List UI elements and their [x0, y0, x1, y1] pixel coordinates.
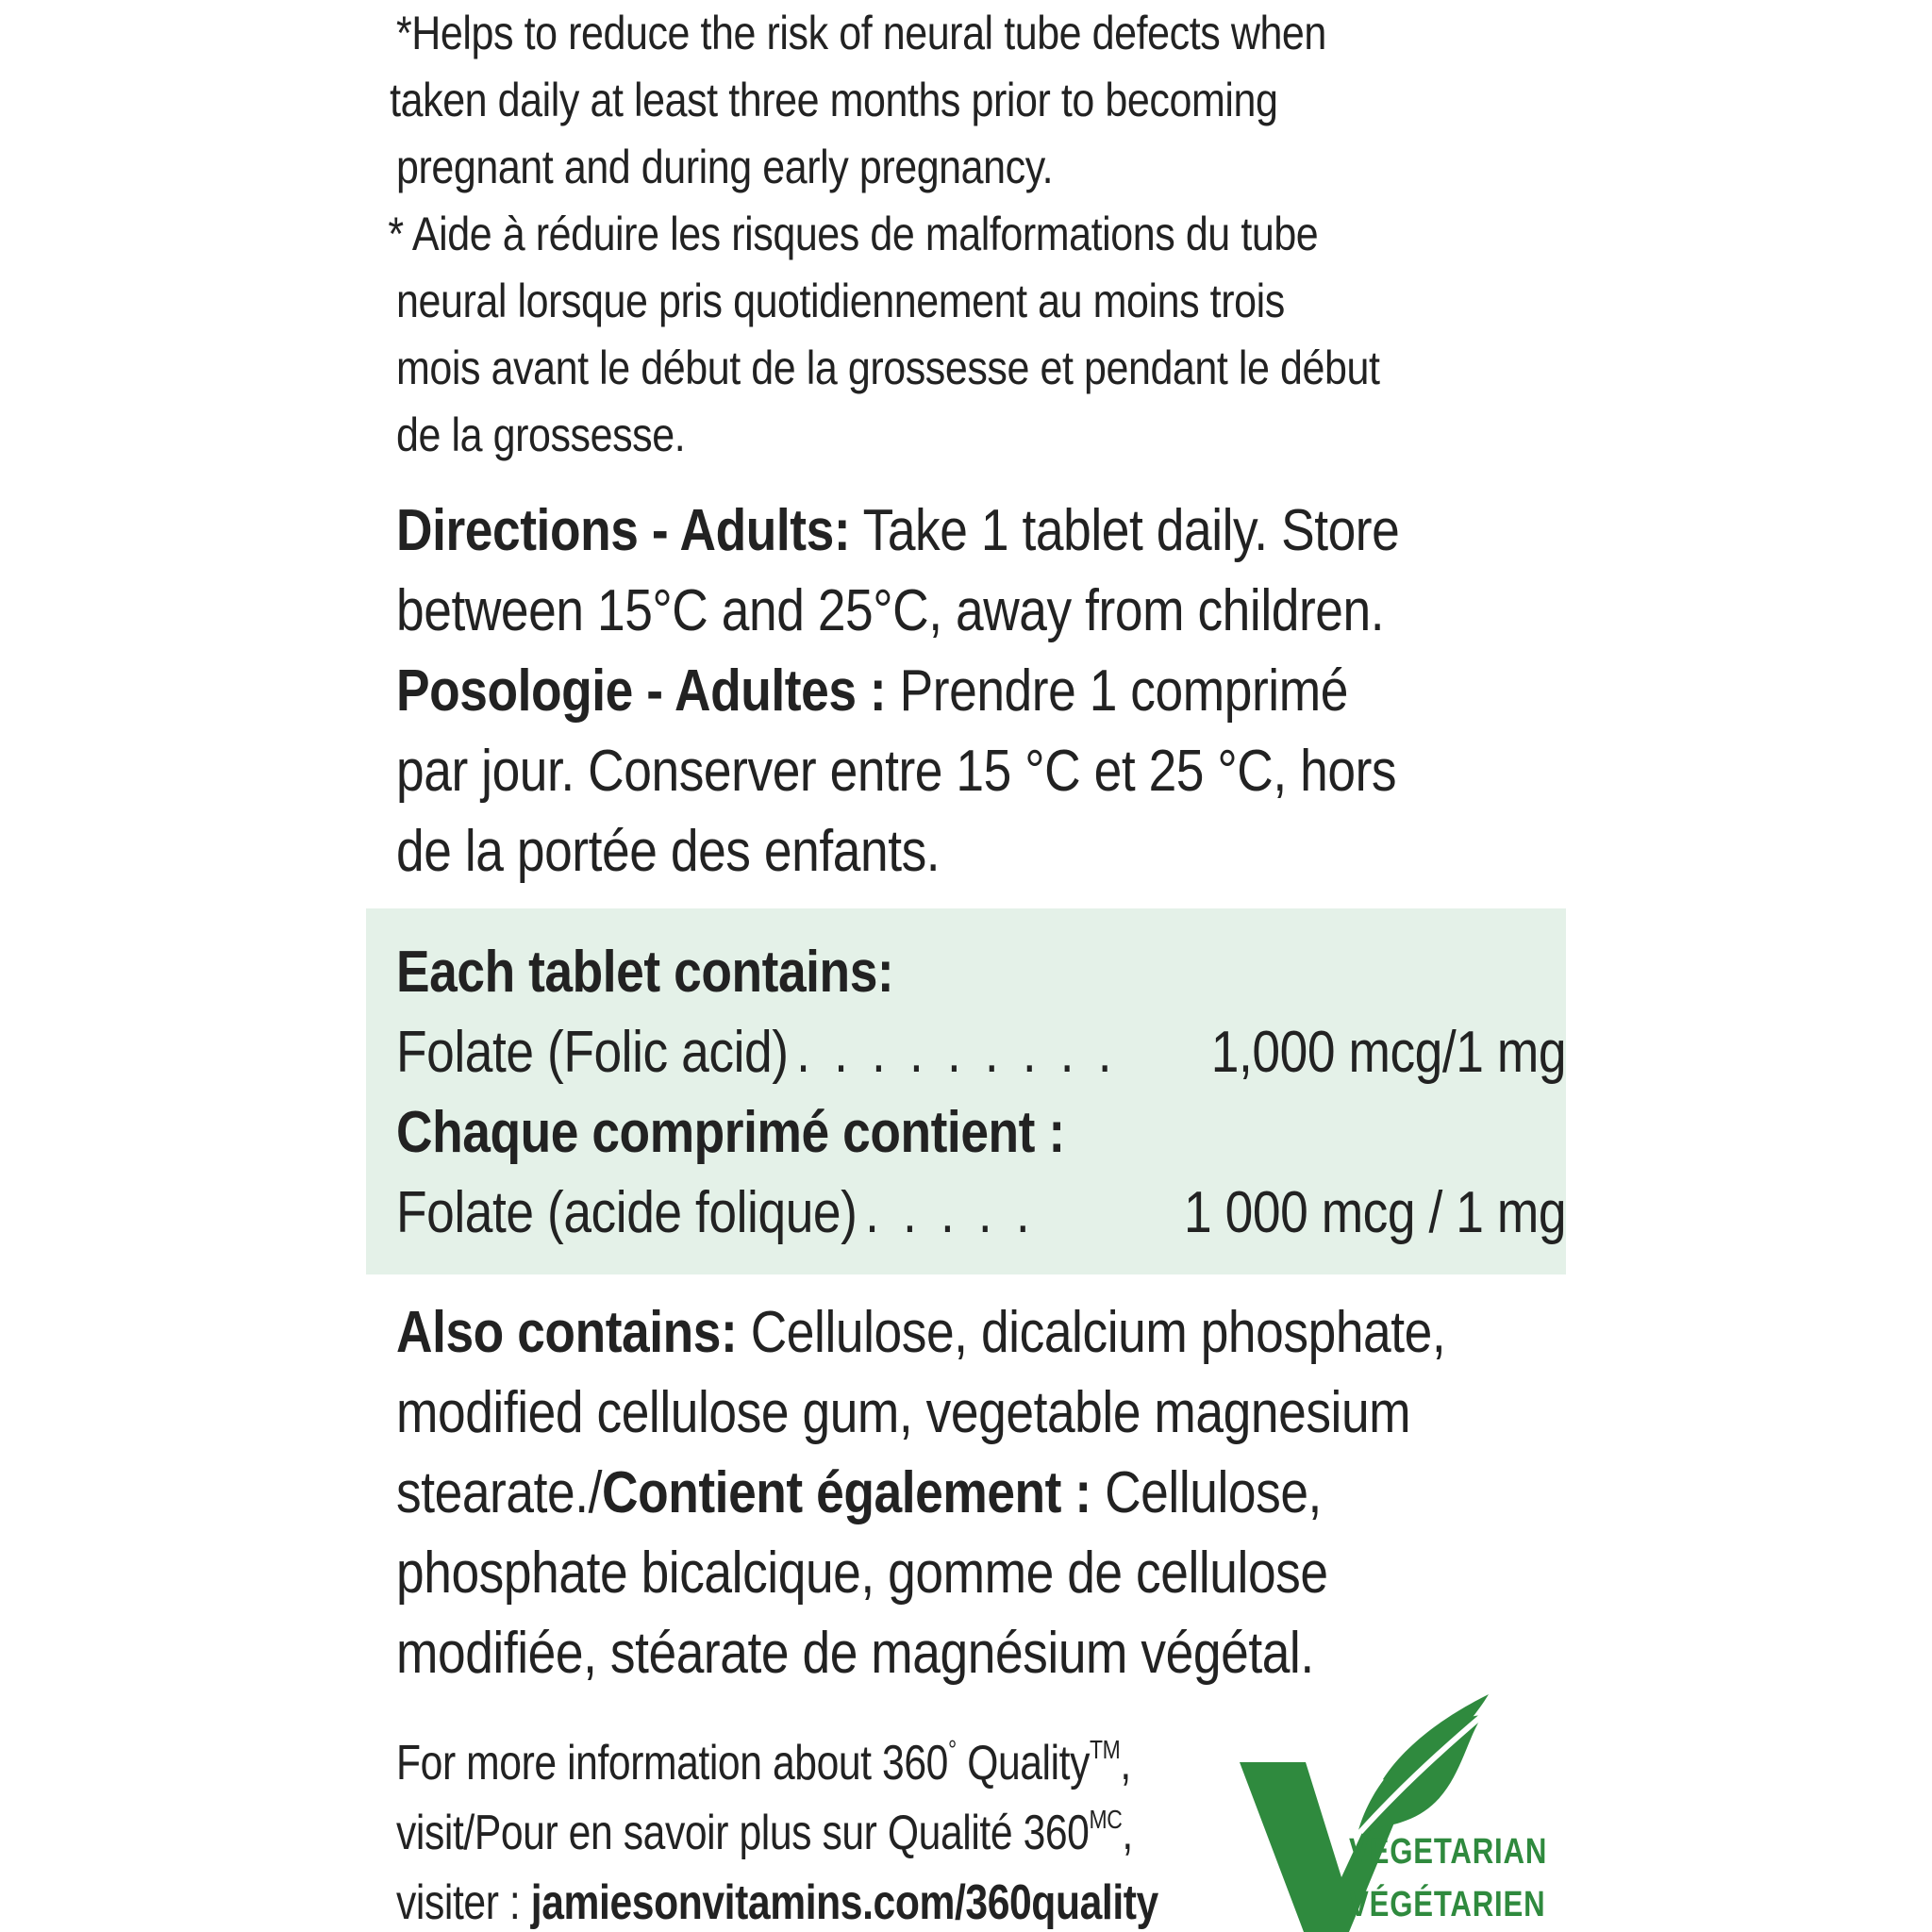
claim-fr-line-1: * Aide à réduire les risques de malformations du tube [388, 208, 1319, 260]
also-en-line-1 [396, 1292, 1589, 1373]
degree-mark: ° [947, 1735, 957, 1764]
trademark-mark: TM [1090, 1735, 1121, 1764]
contains-en-heading: Each tablet contains: [396, 940, 894, 1005]
directions-fr-line-3: de la portée des enfants. [396, 819, 941, 884]
also-fr-text-1: Cellulose, [1091, 1460, 1322, 1525]
also-en-text-1: Cellulose, dicalcium phosphate, [737, 1300, 1446, 1365]
medicinal-ingredients [396, 932, 1573, 1253]
directions-en-heading: Directions - Adults: [396, 498, 851, 563]
also-en-line-2: modified cellulose gum, vegetable magnesium [396, 1380, 1411, 1445]
claim-en-line-1: *Helps to reduce the risk of neural tube defects when [396, 7, 1326, 59]
directions-en-text-1: Take 1 tablet daily. Store [850, 498, 1400, 563]
directions-fr-line-1 [396, 651, 1573, 731]
health-claims [388, 0, 1573, 469]
footer-line-3 [396, 1868, 1170, 1932]
footer-line-1-comma: , [1120, 1736, 1131, 1790]
ingredient-name-en: Folate (Folic acid) [396, 1020, 789, 1085]
footer-quality-text: Quality [956, 1736, 1091, 1790]
ingredient-amount-en: 1,000 mcg/1 mg [1210, 1020, 1567, 1085]
footer-line-2 [396, 1798, 1170, 1868]
vegetarian-label-fr: VÉGÉTARIEN [1349, 1885, 1546, 1924]
claim-en-line-2: taken daily at least three months prior to becoming [390, 74, 1278, 126]
also-line-3 [396, 1453, 1589, 1533]
directions-fr-heading: Posologie - Adultes : [396, 658, 887, 724]
directions [396, 491, 1573, 891]
also-fr-line-3: modifiée, stéarate de magnésium végétal. [396, 1621, 1314, 1686]
directions-en-line-2: between 15°C and 25°C, away from children. [396, 578, 1385, 643]
ingredient-name-fr: Folate (acide folique) [396, 1180, 858, 1245]
marque-mark: MC [1089, 1805, 1123, 1834]
contains-fr-heading: Chaque comprimé contient : [396, 1100, 1065, 1165]
footer-line-3-text: visiter : [396, 1875, 531, 1930]
claim-fr-line-2: neural lorsque pris quotidiennement au moins trois [396, 275, 1285, 327]
directions-en-line-1 [396, 491, 1573, 571]
directions-fr-line-2: par jour. Conserver entre 15 °C et 25 °C, hors [396, 739, 1397, 804]
ingredient-leader-fr: . . . . . [865, 1180, 1035, 1245]
footer-line-2-text: visit/Pour en savoir plus sur Qualité 360 [396, 1806, 1090, 1860]
non-medicinal-ingredients [396, 1292, 1589, 1693]
quality-info [396, 1728, 1170, 1932]
directions-fr-text-1: Prendre 1 comprimé [886, 658, 1348, 724]
ingredient-leader-en: . . . . . . . . . [796, 1020, 1117, 1085]
also-fr-line-2: phosphate bicalcique, gomme de cellulose [396, 1541, 1328, 1606]
claim-fr-line-4: de la grossesse. [396, 408, 686, 461]
also-en-heading: Also contains: [396, 1300, 738, 1365]
footer-line-1 [396, 1728, 1170, 1798]
ingredient-amount-fr: 1 000 mcg / 1 mg [1184, 1180, 1567, 1245]
also-fr-heading: Contient également : [601, 1460, 1091, 1525]
footer-line-1-text: For more information about 360 [396, 1736, 948, 1790]
footer-line-2-comma: , [1122, 1806, 1133, 1860]
vegetarian-label-en: VEGETARIAN [1349, 1832, 1548, 1872]
ingredient-row-en [396, 1012, 1566, 1092]
also-en-text-3: stearate./ [396, 1460, 602, 1525]
ingredient-row-fr [396, 1173, 1566, 1253]
claim-fr-line-3: mois avant le début de la grossesse et pendant le début [396, 341, 1380, 394]
claim-en-line-3: pregnant and during early pregnancy. [396, 141, 1054, 193]
quality-url-link[interactable]: jamiesonvitamins.com/360quality [530, 1875, 1158, 1930]
